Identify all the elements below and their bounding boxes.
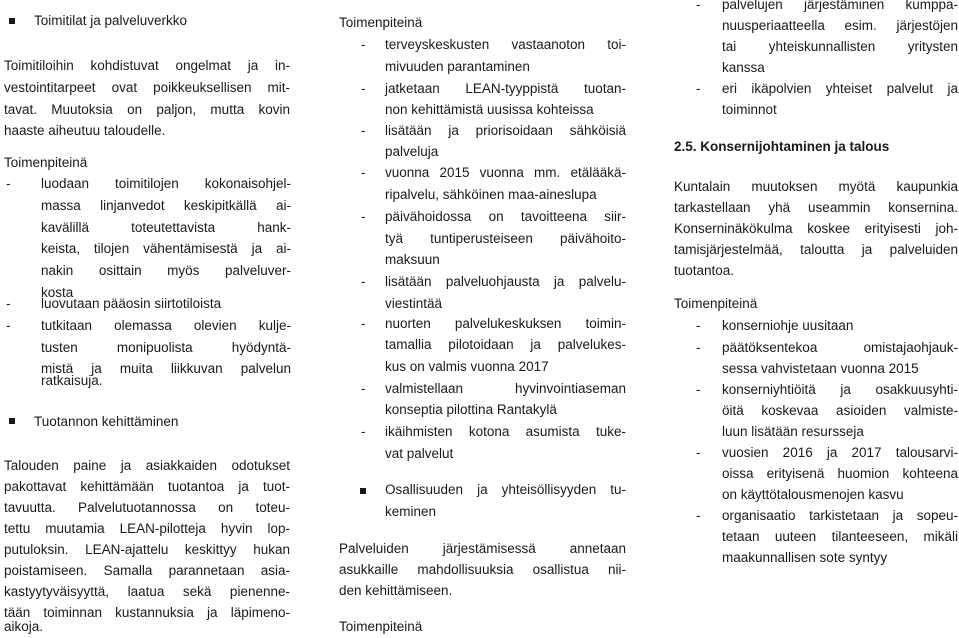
paragraph-line: poistamiseen. Samalla parannetaan asia- bbox=[4, 563, 290, 578]
list-item-line: nakin osittain myös palveluver- bbox=[41, 263, 291, 278]
list-item-line: kanssa bbox=[722, 60, 765, 75]
section-heading-osallisuus: keminen bbox=[385, 504, 437, 519]
paragraph-line: pakottavat kehittämään tuotantoa ja tuot- bbox=[4, 479, 290, 494]
dash-bullet: - bbox=[6, 318, 11, 333]
list-item-line: päivähoidossa on tavoitteena siir- bbox=[385, 209, 626, 224]
list-item-line: maksuun bbox=[385, 252, 440, 267]
section-heading-konserni: 2.5. Konsernijohtaminen ja talous bbox=[674, 139, 890, 154]
dash-bullet: - bbox=[361, 424, 366, 439]
toimenpiteina-label: Toimenpiteinä bbox=[674, 296, 758, 311]
dash-bullet: - bbox=[696, 81, 701, 96]
dash-bullet: - bbox=[696, 318, 701, 333]
list-item-line: tyä tuntiperusteiseen päivähoito- bbox=[385, 231, 626, 246]
paragraph-line: asukkaille mahdollisuuksia osallistua nii- bbox=[339, 562, 626, 577]
list-item-line: nuusperiaatteella esim. järjestöjen bbox=[722, 18, 958, 33]
toimenpiteina-label: Toimenpiteinä bbox=[4, 155, 88, 170]
dash-bullet: - bbox=[361, 81, 366, 96]
list-item-line: kavälillä toteutettavista hank- bbox=[41, 220, 291, 235]
square-bullet-icon bbox=[9, 18, 15, 24]
list-item-line: ripalvelu, sähköinen maa-aineslupa bbox=[385, 187, 597, 202]
paragraph-line: tamisjärjestelmää, taloutta ja palveluiden bbox=[674, 242, 958, 257]
list-item-line: on käyttötalousmenojen kasvu bbox=[722, 487, 904, 502]
toimenpiteina-label: Toimenpiteinä bbox=[339, 619, 423, 634]
paragraph-line: aikoja. bbox=[4, 619, 44, 634]
list-item-line: tutkitaan olemassa olevien kulje- bbox=[41, 318, 291, 333]
dash-bullet: - bbox=[361, 274, 366, 289]
list-item-line: mistä ja muita liikkuvan palvelun bbox=[41, 361, 291, 376]
paragraph-line: haaste aiheutuu taloudelle. bbox=[4, 123, 166, 138]
list-item-line: luodaan toimitilojen kokonaisohjel- bbox=[41, 176, 291, 191]
list-item-line: non kehittämistä uusissa kohteissa bbox=[385, 102, 594, 117]
list-item-line: sessa vahvistetaan vuonna 2015 bbox=[722, 361, 919, 376]
list-item-line: ikäihmisten kotona asumista tuke- bbox=[385, 424, 626, 439]
square-bullet-icon bbox=[360, 488, 366, 494]
paragraph-line: Konserninäkökulma koskee erityisesti joh- bbox=[674, 221, 958, 236]
section-heading-osallisuus: Osallisuuden ja yhteisöllisyyden tu- bbox=[385, 482, 626, 497]
list-item-line: keista, tilojen vähentämisestä ja ai- bbox=[41, 241, 291, 256]
dash-bullet: - bbox=[361, 209, 366, 224]
list-item-line: tusten monipuolista hyödyntä- bbox=[41, 340, 291, 355]
section-heading-tuotanto: Tuotannon kehittäminen bbox=[34, 414, 179, 429]
list-item-line: palveluja bbox=[385, 144, 439, 159]
dash-bullet: - bbox=[696, 508, 701, 523]
toimenpiteina-label: Toimenpiteinä bbox=[339, 15, 423, 30]
dash-bullet: - bbox=[361, 381, 366, 396]
list-item-line: palvelujen järjestäminen kumppa- bbox=[722, 0, 958, 12]
list-item-line: vuonna 2015 vuonna mm. etälääkä- bbox=[385, 165, 626, 180]
dash-bullet: - bbox=[696, 382, 701, 397]
paragraph-line: tettu muutamia LEAN-pilotteja hyvin lop- bbox=[4, 521, 290, 536]
paragraph-line: vestointitarpeet ovat poikkeuksellisen mit- bbox=[4, 80, 290, 95]
paragraph-line: tään toiminnan kustannuksia ja läpimeno- bbox=[4, 605, 290, 620]
list-item-line: oissa erityisenä huomion kohteena bbox=[722, 466, 958, 481]
dash-bullet: - bbox=[696, 445, 701, 460]
dash-bullet: - bbox=[6, 296, 11, 311]
list-item-line: tamallia pilotoidaan ja palvelukes- bbox=[385, 337, 626, 352]
list-item-line: toiminnot bbox=[722, 102, 777, 117]
list-item-line: tai yhteiskunnallisten yritysten bbox=[722, 39, 958, 54]
list-item-line: mivuuden parantaminen bbox=[385, 59, 530, 74]
list-item-line: ratkaisuja. bbox=[41, 373, 103, 388]
list-item-line: jatketaan LEAN-tyyppistä tuotan- bbox=[385, 81, 626, 96]
paragraph-line: tarkastellaan yhä useammin konsernina. bbox=[674, 200, 958, 215]
paragraph-line: Kuntalain muutoksen myötä kaupunkia bbox=[674, 179, 958, 194]
list-item-line: nuorten palvelukeskuksen toimin- bbox=[385, 316, 626, 331]
list-item-line: luun lisätään resursseja bbox=[722, 424, 864, 439]
list-item-line: lisätään ja priorisoidaan sähköisiä bbox=[385, 123, 626, 138]
list-item-line: vuosien 2016 ja 2017 talousarvi- bbox=[722, 445, 958, 460]
paragraph-line: putuloksin. LEAN-ajattelu keskittyy hukan bbox=[4, 542, 290, 557]
dash-bullet: - bbox=[6, 176, 11, 191]
paragraph-line: tuotantoa. bbox=[674, 263, 735, 278]
square-bullet-icon bbox=[9, 418, 15, 424]
list-item-line: tetaan uuteen tilanteeseen, mikäli bbox=[722, 529, 958, 544]
paragraph-line: kastyytyväisyyttä, laatua sekä pienenne- bbox=[4, 584, 290, 599]
dash-bullet: - bbox=[361, 37, 366, 52]
paragraph-line: tavat. Muutoksia on paljon, mutta kovin bbox=[4, 102, 290, 117]
dash-bullet: - bbox=[696, 340, 701, 355]
section-heading-toimitilat: Toimitilat ja palveluverkko bbox=[34, 13, 188, 28]
paragraph-line: Palveluiden järjestämisessä annetaan bbox=[339, 541, 626, 556]
list-item-line: lisätään palveluohjausta ja palvelu- bbox=[385, 274, 626, 289]
dash-bullet: - bbox=[361, 165, 366, 180]
paragraph-line: Toimitiloihin kohdistuvat ongelmat ja in- bbox=[4, 58, 290, 73]
list-item-line: kus on valmis vuonna 2017 bbox=[385, 359, 549, 374]
list-item-line: konserniyhtiöitä ja osakkuusyhti- bbox=[722, 382, 958, 397]
list-item-line: massa linjanvedot keskipitkällä ai- bbox=[41, 198, 291, 213]
dash-bullet: - bbox=[361, 316, 366, 331]
list-item-line: vat palvelut bbox=[385, 446, 454, 461]
list-item-line: terveyskeskusten vastaanoton toi- bbox=[385, 37, 626, 52]
dash-bullet: - bbox=[361, 123, 366, 138]
list-item-line: päätöksentekoa omistajaohjauk- bbox=[722, 340, 958, 355]
list-item-line: öitä koskevaa asioiden valmiste- bbox=[722, 403, 958, 418]
list-item-line: viestintää bbox=[385, 296, 443, 311]
list-item-line: luovutaan pääosin siirtotiloista bbox=[41, 296, 222, 311]
list-item-line: organisaatio tarkistetaan ja sopeu- bbox=[722, 508, 958, 523]
list-item-line: eri ikäpolvien yhteiset palvelut ja bbox=[722, 81, 958, 96]
list-item-line: konserniohje uusitaan bbox=[722, 318, 854, 333]
dash-bullet: - bbox=[696, 0, 701, 12]
list-item-line: konseptia pilottina Rantakylä bbox=[385, 402, 557, 417]
paragraph-line: den kehittämiseen. bbox=[339, 583, 453, 598]
list-item-line: valmistellaan hyvinvointiaseman bbox=[385, 381, 626, 396]
paragraph-line: tavuutta. Palvelutuotannossa on toteu- bbox=[4, 500, 290, 515]
list-item-line: kosta bbox=[41, 285, 74, 300]
list-item-line: maakunnallisen sote syntyy bbox=[722, 550, 888, 565]
paragraph-line: Talouden paine ja asiakkaiden odotukset bbox=[4, 458, 290, 473]
